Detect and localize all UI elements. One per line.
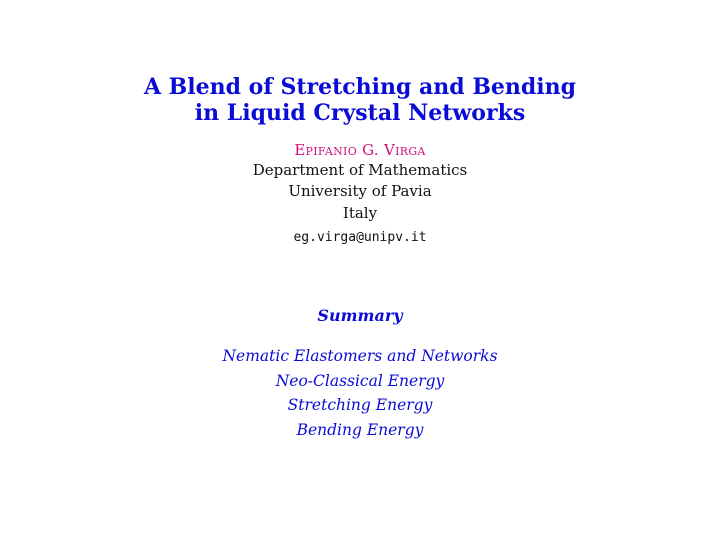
slide-title bbox=[0, 74, 720, 126]
title-line-1: A Blend of Stretching and Bending bbox=[143, 74, 577, 100]
author-email: eg.virga@unipv.it bbox=[293, 230, 427, 245]
author-country: Italy bbox=[342, 204, 378, 222]
author-name: Epifanio G. Virga bbox=[294, 141, 426, 159]
summary-item: Neo-Classical Energy bbox=[275, 371, 445, 390]
title-line-2: in Liquid Crystal Networks bbox=[194, 100, 526, 126]
summary-item: Stretching Energy bbox=[287, 396, 433, 414]
author-department: Department of Mathematics bbox=[252, 161, 468, 179]
summary-item: Nematic Elastomers and Networks bbox=[222, 347, 498, 365]
summary-item: Bending Energy bbox=[296, 420, 424, 439]
author-university: University of Pavia bbox=[288, 182, 432, 200]
summary-heading: Summary bbox=[317, 306, 403, 325]
summary-list bbox=[0, 344, 720, 442]
